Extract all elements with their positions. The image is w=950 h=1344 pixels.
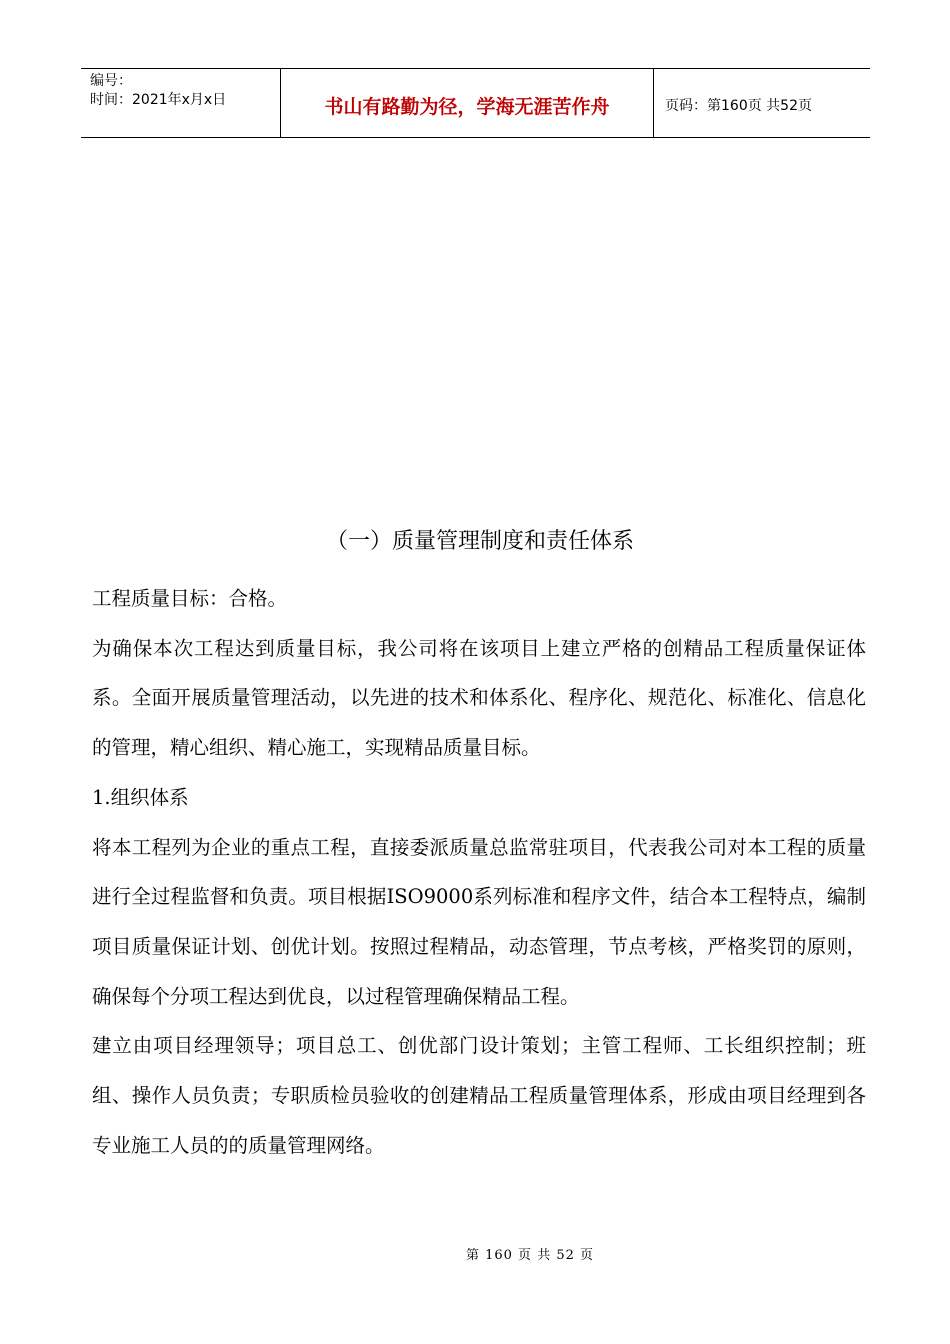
date-label: 时间：2021年x月x日 — [90, 92, 227, 108]
section-title: （一）质量管理制度和责任体系 — [325, 529, 634, 554]
quality-goal-paragraph: 工程质量目标：合格。 — [92, 587, 288, 610]
management-network-paragraph: 建立由项目经理领导；项目总工、创优部门设计策划；主管工程师、工长组织控制；班组、操作人员负责；专职质检员验收的创建精品工程质量管理体系，形成由项目经理到各专业施工人员的的质量管理网络。 — [92, 1034, 866, 1157]
document-body — [92, 574, 866, 1170]
organization-paragraph: 将本工程列为企业的重点工程，直接委派质量总监常驻项目，代表我公司对本工程的质量进行全过程监督和负责。项目根据ISO9000系列标准和程序文件，结合本工程特点，编制项目质量保证计划、创优计划。按照过程精品，动态管理，节点考核，严格奖罚的原则，确保每个分项工程达到优良，以过程管理确保精品工程。 — [92, 835, 866, 1008]
header-meta — [81, 69, 281, 137]
page-header — [81, 68, 870, 138]
quality-system-paragraph: 为确保本次工程达到质量目标，我公司将在该项目上建立严格的创精品工程质量保证体系。全面开展质量管理活动，以先进的技术和体系化、程序化、规范化、标准化、信息化的管理，精心组织、精心施工，实现精品质量目标。 — [92, 636, 866, 760]
page-footer: 第 160 页 共 52 页 — [465, 1248, 595, 1263]
header-page-code: 页码：第160页 共52页 — [665, 97, 812, 114]
serial-number-label: 编号： — [90, 73, 132, 89]
subsection-title: 1.组织体系 — [92, 785, 189, 809]
header-motto: 书山有路勤为径，学海无涯苦作舟 — [281, 69, 654, 137]
